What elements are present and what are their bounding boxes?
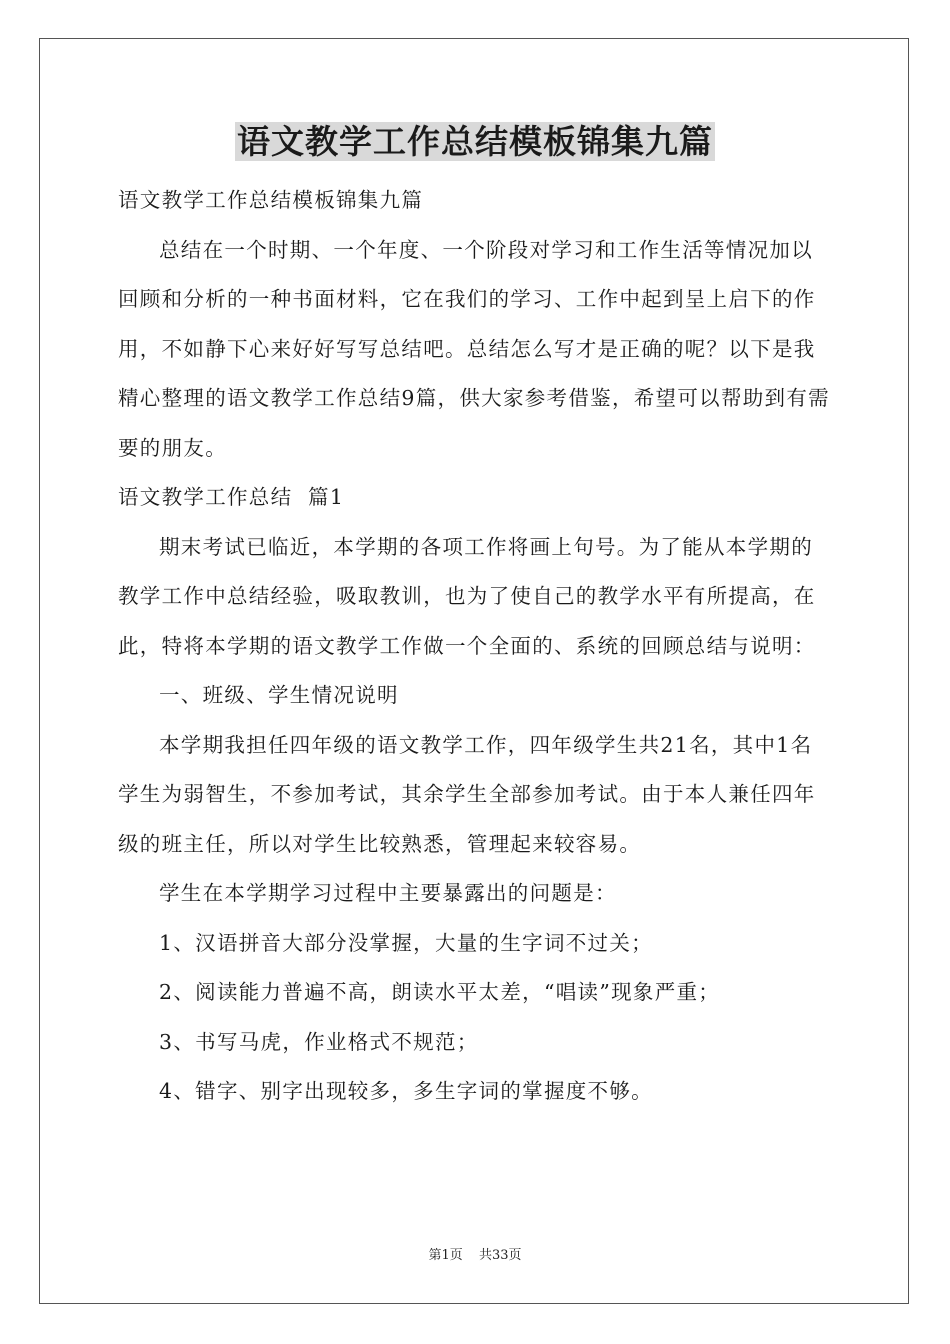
list-item: 3、书写马虎，作业格式不规范； xyxy=(159,1029,479,1054)
list-item: 2、阅读能力普遍不高，朗读水平太差，“唱读”现象严重； xyxy=(159,980,721,1004)
page-footer xyxy=(0,1244,950,1263)
subheading-1: 一、班级、学生情况说明 xyxy=(159,683,399,707)
body-paragraph-3: 学生在本学期学习过程中主要暴露出的问题是： xyxy=(159,881,617,905)
page-number: 第1页 xyxy=(428,1248,463,1263)
body-paragraph-1: 期末考试已临近，本学期的各项工作将画上句号。为了能从本学期的教学工作中总结经验，吸取教训，也为了使自己的教学水平有所提高，在此，特将本学期的语文教学工作做一个全面的、系统的回顾总结与说明： xyxy=(118,534,816,658)
document-subtitle: 语文教学工作总结模板锦集九篇 xyxy=(118,188,424,212)
page-count: 共33页 xyxy=(478,1248,522,1263)
list-item: 1、汉语拼音大部分没掌握，大量的生字词不过关； xyxy=(159,930,653,955)
document-body xyxy=(118,176,832,1117)
list-item: 4、错字、别字出现较多，多生字词的掌握度不够。 xyxy=(159,1079,653,1103)
section-heading: 语文教学工作总结 篇1 xyxy=(118,485,345,509)
document-title-text: 语文教学工作总结模板锦集九篇 xyxy=(237,122,713,161)
intro-paragraph: 总结在一个时期、一个年度、一个阶段对学习和工作生活等情况加以回顾和分析的一种书面材料，它在我们的学习、工作中起到呈上启下的作用，不如静下心来好好写写总结吧。总结怎么写才是正确的呢？以下是我精心整理的语文教学工作总结9篇，供大家参考借鉴，希望可以帮助到有需要的朋友。 xyxy=(118,237,830,460)
body-paragraph-2: 本学期我担任四年级的语文教学工作，四年级学生共21名，其中1名学生为弱智生，不参加考试，其余学生全部参加考试。由于本人兼任四年级的班主任，所以对学生比较熟悉，管理起来较容易。 xyxy=(118,732,816,856)
document-title xyxy=(0,122,950,162)
